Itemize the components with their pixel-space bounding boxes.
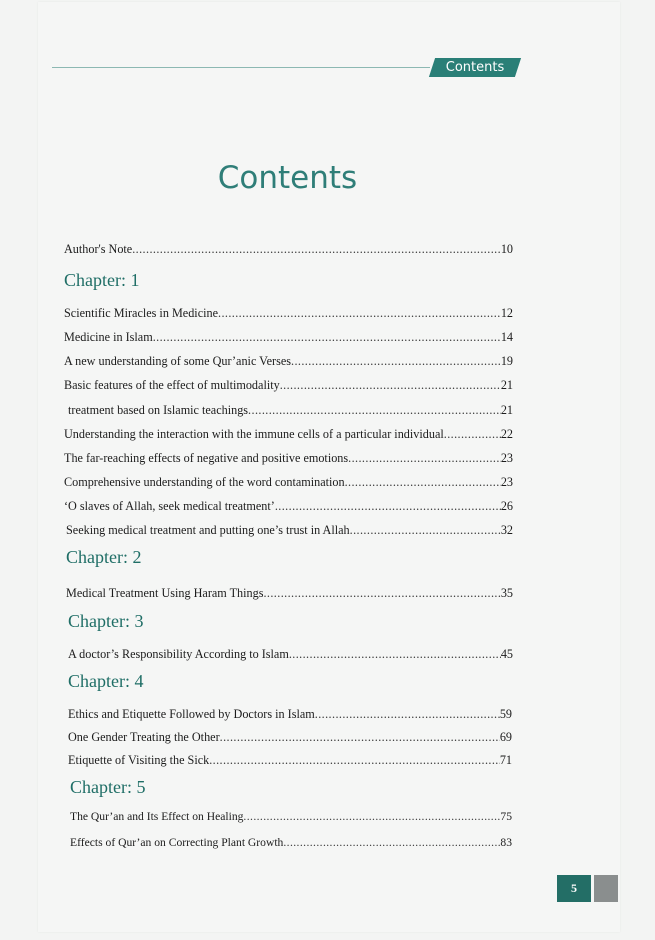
entry-title: Etiquette of Visiting the Sick <box>68 753 210 767</box>
dot-leader <box>280 378 501 392</box>
chapter-heading-1: Chapter: 1 <box>64 270 140 290</box>
entry-page: 71 <box>499 753 512 767</box>
entry-title: A doctor’s Responsibility According to Islam <box>68 647 289 661</box>
toc-entry <box>64 423 513 441</box>
dot-leader <box>153 330 501 344</box>
entry-page: 19 <box>500 354 513 368</box>
dot-leader <box>243 810 500 824</box>
entry-page: 21 <box>500 378 513 392</box>
chapter-heading-3: Chapter: 3 <box>68 611 144 631</box>
dot-leader <box>348 451 501 465</box>
dot-leader <box>283 836 500 850</box>
toc-entry <box>64 374 513 392</box>
toc-entry <box>66 519 513 537</box>
entry-title: The Qur’an and Its Effect on Healing <box>70 810 244 823</box>
entry-page: 75 <box>500 810 512 823</box>
entry-page: 23 <box>500 451 513 465</box>
entry-page: 22 <box>500 427 513 441</box>
entry-title: Ethics and Etiquette Followed by Doctors in Islam <box>68 707 315 721</box>
entry-title: treatment based on Islamic teachings <box>68 403 249 417</box>
page-number-badge: 5 <box>557 875 591 902</box>
entry-title: Seeking medical treatment and putting one’s trust in Allah <box>66 523 350 537</box>
dot-leader <box>132 242 501 256</box>
chapter-heading-4: Chapter: 4 <box>68 671 144 691</box>
entry-page: 23 <box>500 475 513 489</box>
entry-page: 12 <box>500 306 513 320</box>
toc-entry <box>68 399 513 417</box>
entry-title: Effects of Qur’an on Correcting Plant Growth <box>70 836 284 849</box>
dot-leader <box>289 647 501 661</box>
toc-entry <box>64 495 513 513</box>
dot-leader <box>220 730 500 744</box>
toc-entry <box>70 832 512 850</box>
entry-title: The far-reaching effects of negative and positive emotions <box>64 451 349 465</box>
entry-page: 21 <box>500 403 513 417</box>
entry-title: Scientific Miracles in Medicine <box>64 306 218 320</box>
toc-entry <box>64 326 513 344</box>
header-tab-label: Contents <box>445 60 505 75</box>
entry-page: 14 <box>500 330 513 344</box>
chapter-heading-2: Chapter: 2 <box>66 547 142 567</box>
entry-page: 83 <box>500 836 512 849</box>
entry-page: 69 <box>499 730 512 744</box>
dot-leader <box>263 586 500 600</box>
chapter-heading-5: Chapter: 5 <box>70 777 146 797</box>
entry-title: Medicine in Islam <box>64 330 153 344</box>
dot-leader <box>275 499 501 513</box>
toc-entry <box>68 726 512 744</box>
entry-page: 59 <box>499 707 512 721</box>
page-number-badge-edge <box>594 875 618 902</box>
toc-entry <box>68 703 512 721</box>
entry-page: 45 <box>500 647 513 661</box>
toc-entry <box>64 447 513 465</box>
toc-entry <box>64 302 513 320</box>
toc-entry <box>64 350 513 368</box>
entry-title: Understanding the interaction with the immune cells of a particular individual <box>64 427 444 441</box>
dot-leader <box>315 707 500 721</box>
dot-leader <box>350 523 501 537</box>
dot-leader <box>345 475 501 489</box>
dot-leader <box>291 354 501 368</box>
entry-page: 35 <box>500 586 513 600</box>
entry-title: ‘O slaves of Allah, seek medical treatment’ <box>64 499 275 513</box>
toc-entry <box>64 471 513 489</box>
toc-entry <box>70 806 512 824</box>
entry-page: 26 <box>500 499 513 513</box>
dot-leader <box>248 403 501 417</box>
page-title: Contents <box>217 160 358 196</box>
toc-entry <box>68 749 512 767</box>
dot-leader <box>218 306 501 320</box>
entry-page: 10 <box>500 242 513 256</box>
toc-entry <box>68 643 513 661</box>
entry-title: A new understanding of some Qur’anic Verses <box>64 354 291 368</box>
entry-title: Basic features of the effect of multimodality <box>64 378 280 392</box>
dot-leader <box>444 427 501 441</box>
toc-entry-authors-note <box>64 238 513 256</box>
toc-entry <box>66 582 513 600</box>
entry-title: Medical Treatment Using Haram Things <box>66 586 264 600</box>
entry-title: Author's Note <box>64 242 133 256</box>
entry-title: One Gender Treating the Other <box>68 730 220 744</box>
entry-title: Comprehensive understanding of the word contamination <box>64 475 345 489</box>
header-rule <box>52 67 430 68</box>
dot-leader <box>209 753 500 767</box>
entry-page: 32 <box>500 523 513 537</box>
